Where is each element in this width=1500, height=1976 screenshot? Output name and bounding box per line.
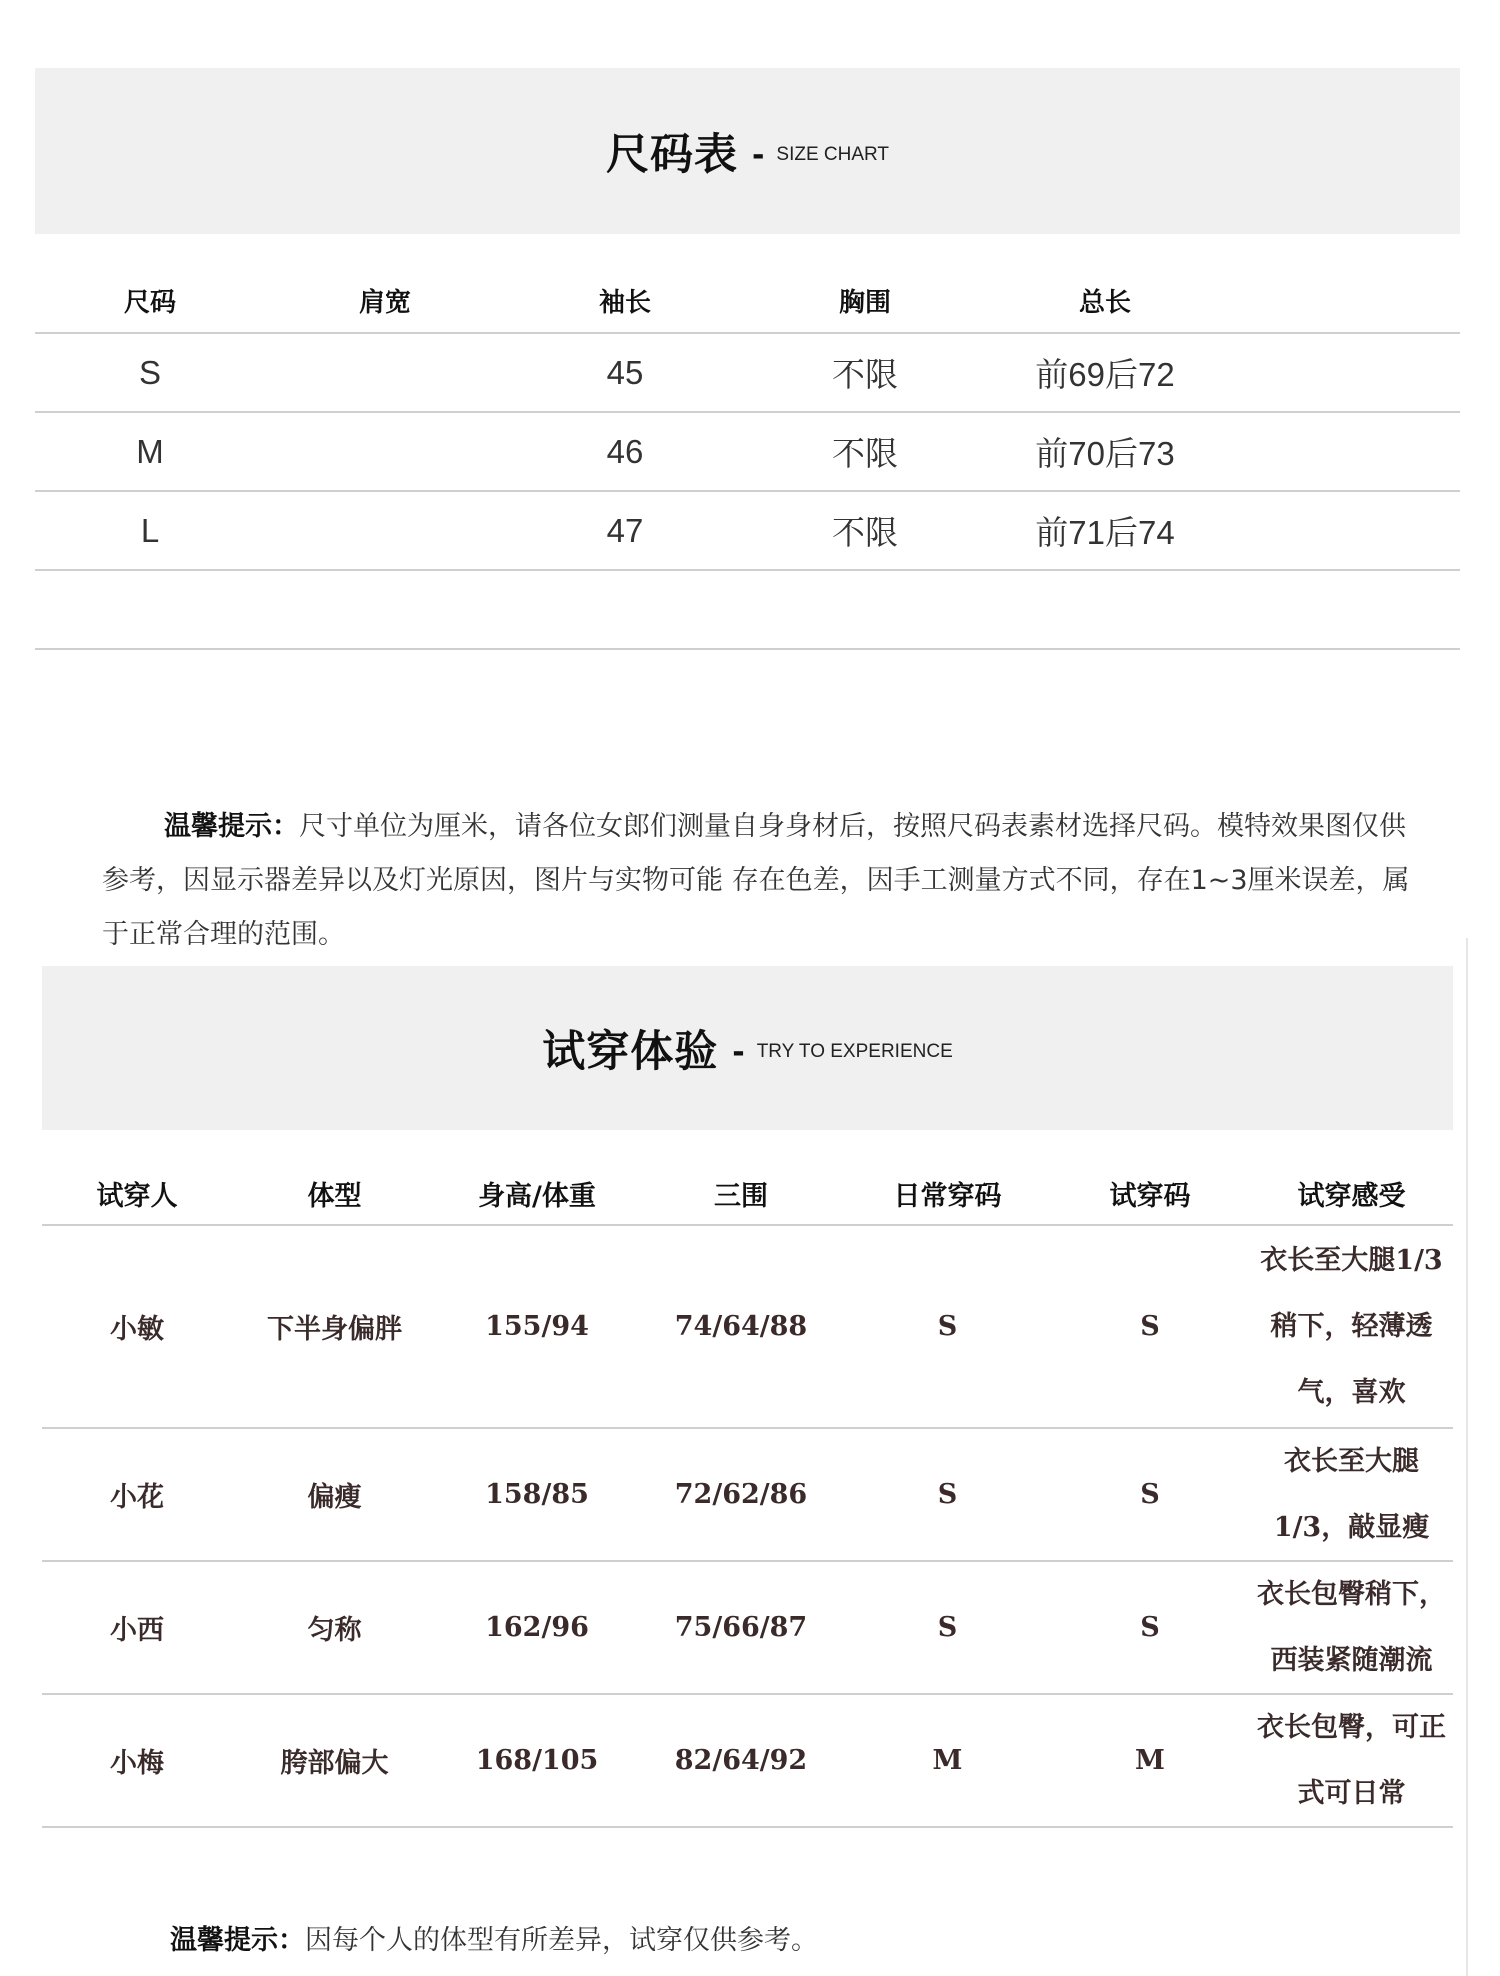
cell-measurements: 72/62/86: [674, 1479, 808, 1510]
cell-length: [985, 571, 1225, 648]
cell-shoulder: [265, 571, 505, 648]
header-measurements: 三围: [714, 1180, 768, 1212]
size-table-header: [35, 268, 1460, 332]
cell-feeling: [1250, 1226, 1453, 1427]
cell-shoulder: [265, 413, 505, 490]
header-tried-size: 试穿码: [1109, 1180, 1191, 1212]
header-daily-size: 日常穿码: [893, 1180, 1002, 1212]
cell-tried-size: S: [1140, 1311, 1160, 1342]
cell-empty: [1225, 492, 1460, 569]
size-tip-label: 温馨提示：: [164, 811, 299, 842]
header-body-type: 体型: [307, 1180, 362, 1212]
cell-feeling: [1250, 1695, 1453, 1826]
cell-tester: 小西: [110, 1615, 164, 1646]
feeling-line: 稍下，轻薄透: [1270, 1310, 1433, 1342]
feeling-line: 西装紧随潮流: [1270, 1644, 1433, 1676]
size-table: [35, 268, 1460, 650]
try-on-banner: [42, 966, 1453, 1130]
feeling-line: 衣长至大腿: [1284, 1445, 1419, 1477]
cell-tried-size: S: [1140, 1479, 1160, 1510]
cell-daily-size: M: [932, 1745, 963, 1776]
table-row: [35, 490, 1460, 569]
cell-tried-size: S: [1140, 1612, 1160, 1643]
table-row: [35, 411, 1460, 490]
cell-daily-size: S: [937, 1479, 958, 1510]
table-row: [42, 1429, 1453, 1562]
try-on-table: [42, 1162, 1453, 1828]
divider: [1466, 938, 1468, 1976]
cell-empty: [1225, 413, 1460, 490]
title-dash: -: [751, 137, 765, 173]
cell-size: L: [140, 511, 160, 549]
cell-sleeve: 46: [606, 432, 644, 470]
table-row: [42, 1562, 1453, 1695]
cell-size: M: [136, 432, 164, 470]
try-on-title: 试穿体验: [542, 1026, 719, 1077]
size-chart-title: 尺码表: [605, 129, 738, 180]
try-on-tip: [170, 1918, 818, 1957]
cell-measurements: 75/66/87: [674, 1612, 808, 1643]
cell-empty: [1225, 334, 1460, 411]
size-chart-banner: [35, 68, 1460, 234]
cell-measurements: 82/64/92: [674, 1745, 808, 1776]
cell-tried-size: M: [1135, 1745, 1165, 1776]
title-dash: -: [732, 1034, 745, 1070]
cell-size: [35, 571, 265, 648]
header-tester: 试穿人: [96, 1180, 178, 1212]
cell-bust: 不限: [832, 356, 898, 393]
cell-size: S: [138, 353, 161, 391]
cell-height-weight: 155/94: [485, 1311, 589, 1342]
cell-length: 前69后72: [1035, 356, 1175, 393]
feeling-line: 衣长包臀，可正: [1257, 1711, 1446, 1743]
cell-shoulder: [265, 492, 505, 569]
cell-body-type: 胯部偏大: [280, 1748, 389, 1779]
cell-height-weight: 158/85: [485, 1479, 589, 1510]
cell-tester: 小梅: [110, 1748, 164, 1779]
table-row: [42, 1226, 1453, 1429]
cell-bust: [745, 571, 985, 648]
feeling-line: 1/3，敲显瘦: [1273, 1511, 1430, 1543]
cell-daily-size: S: [937, 1311, 958, 1342]
header-sleeve: 袖长: [598, 287, 651, 318]
cell-height-weight: 168/105: [475, 1745, 599, 1776]
cell-shoulder: [265, 334, 505, 411]
table-row: [42, 1695, 1453, 1828]
cell-feeling: [1250, 1562, 1453, 1693]
cell-length: 前70后73: [1035, 435, 1175, 472]
try-on-subtitle: TRY TO EXPERIENCE: [756, 1041, 953, 1062]
feeling-line: 衣长包臀稍下，: [1257, 1578, 1446, 1610]
size-chart-subtitle: SIZE CHART: [776, 144, 890, 165]
cell-bust: 不限: [832, 514, 898, 551]
try-on-tip-text: 因每个人的体型有所差异，试穿仅供参考。: [305, 1925, 818, 1956]
size-tip-text: 尺寸单位为厘米，请各位女郎们测量自身身材后，按照尺码表素材选择尺码。模特效果图仅供参考，因显示器差异以及灯光原因，图片与实物可能 存在色差，因手工测量方式不同，存在1~3厘米误差，属于正常合理的范围。: [102, 811, 1410, 950]
feeling-line: 气，喜欢: [1297, 1376, 1406, 1408]
cell-height-weight: 162/96: [485, 1612, 589, 1643]
cell-length: 前71后74: [1035, 514, 1175, 551]
cell-sleeve: 45: [606, 353, 644, 391]
header-length: 总长: [1078, 287, 1131, 318]
cell-body-type: 下半身偏胖: [267, 1314, 402, 1345]
cell-body-type: 匀称: [307, 1615, 362, 1646]
header-empty: [1225, 268, 1460, 332]
feeling-line: 式可日常: [1297, 1777, 1406, 1809]
feeling-line: 衣长至大腿1/3: [1260, 1244, 1443, 1276]
try-table-header: [42, 1162, 1453, 1226]
header-shoulder: 肩宽: [358, 287, 411, 318]
table-row: [35, 332, 1460, 411]
header-height-weight: 身高/体重: [478, 1180, 596, 1212]
cell-measurements: 74/64/88: [674, 1311, 808, 1342]
size-tip: [102, 800, 1412, 962]
table-row-empty: [35, 569, 1460, 650]
cell-body-type: 偏瘦: [307, 1482, 362, 1513]
cell-sleeve: [505, 571, 745, 648]
header-bust: 胸围: [838, 287, 891, 318]
try-on-tip-label: 温馨提示：: [170, 1925, 305, 1956]
cell-tester: 小敏: [110, 1314, 164, 1345]
cell-tester: 小花: [110, 1482, 164, 1513]
cell-sleeve: 47: [606, 511, 644, 549]
cell-bust: 不限: [832, 435, 898, 472]
cell-feeling: [1250, 1429, 1453, 1560]
cell-empty: [1225, 571, 1460, 648]
header-size: 尺码: [123, 287, 176, 318]
cell-daily-size: S: [937, 1612, 958, 1643]
header-feeling: 试穿感受: [1297, 1180, 1406, 1212]
